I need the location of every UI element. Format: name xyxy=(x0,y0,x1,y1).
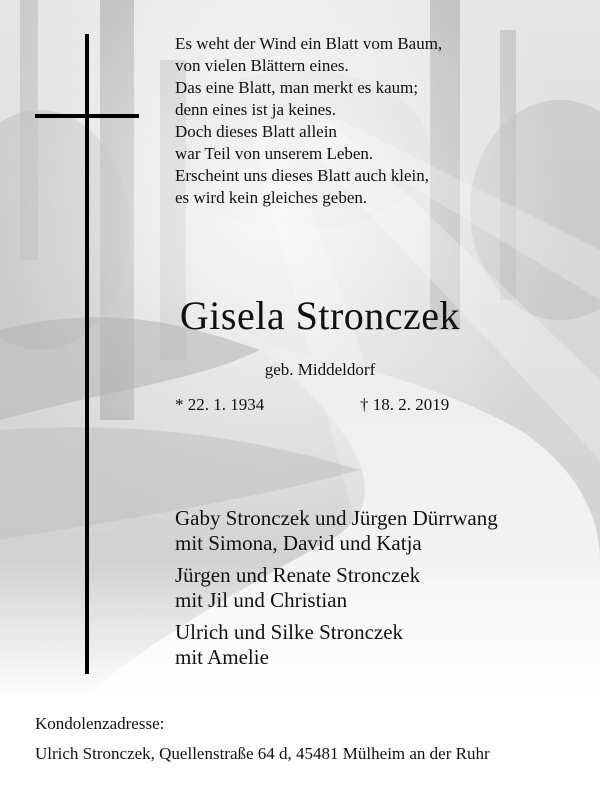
poem-line: Es weht der Wind ein Blatt vom Baum, xyxy=(175,34,443,53)
cross-horizontal-bar xyxy=(35,114,139,118)
poem-line: denn eines ist ja keines. xyxy=(175,100,336,119)
mourner-group xyxy=(175,506,498,556)
poem-line: Doch dieses Blatt allein xyxy=(175,122,337,141)
poem-line: Erscheint uns dieses Blatt auch klein, xyxy=(175,166,429,185)
deceased-name: Gisela Stronczek xyxy=(179,293,461,338)
mourner-group xyxy=(175,563,498,613)
mourner-line: mit Simona, David und Katja xyxy=(175,531,422,555)
mourner-line: mit Amelie xyxy=(175,645,269,669)
poem-line: Das eine Blatt, man merkt es kaum; xyxy=(175,78,419,97)
mourners-list xyxy=(175,506,498,677)
mourner-group xyxy=(175,620,498,670)
mourner-line: Gaby Stronczek und Jürgen Dürrwang xyxy=(175,506,498,530)
mourner-line: mit Jil und Christian xyxy=(175,588,348,612)
mourner-line: Ulrich und Silke Stronczek xyxy=(175,620,404,644)
poem-line: war Teil von unserem Leben. xyxy=(175,144,374,163)
poem xyxy=(175,33,442,209)
poem-line: es wird kein gleiches geben. xyxy=(175,188,368,207)
death-date: † 18. 2. 2019 xyxy=(360,395,450,414)
cross-vertical-bar xyxy=(85,34,89,674)
condolence-address-label: Kondolenzadresse: xyxy=(35,714,165,733)
birth-date: * 22. 1. 1934 xyxy=(175,395,265,414)
condolence-address: Ulrich Stronczek, Quellenstraße 64 d, 45481 Mülheim an der Ruhr xyxy=(35,744,490,763)
poem-line: von vielen Blättern eines. xyxy=(175,56,349,75)
mourner-line: Jürgen und Renate Stronczek xyxy=(175,563,421,587)
birth-name: geb. Middeldorf xyxy=(264,360,376,379)
